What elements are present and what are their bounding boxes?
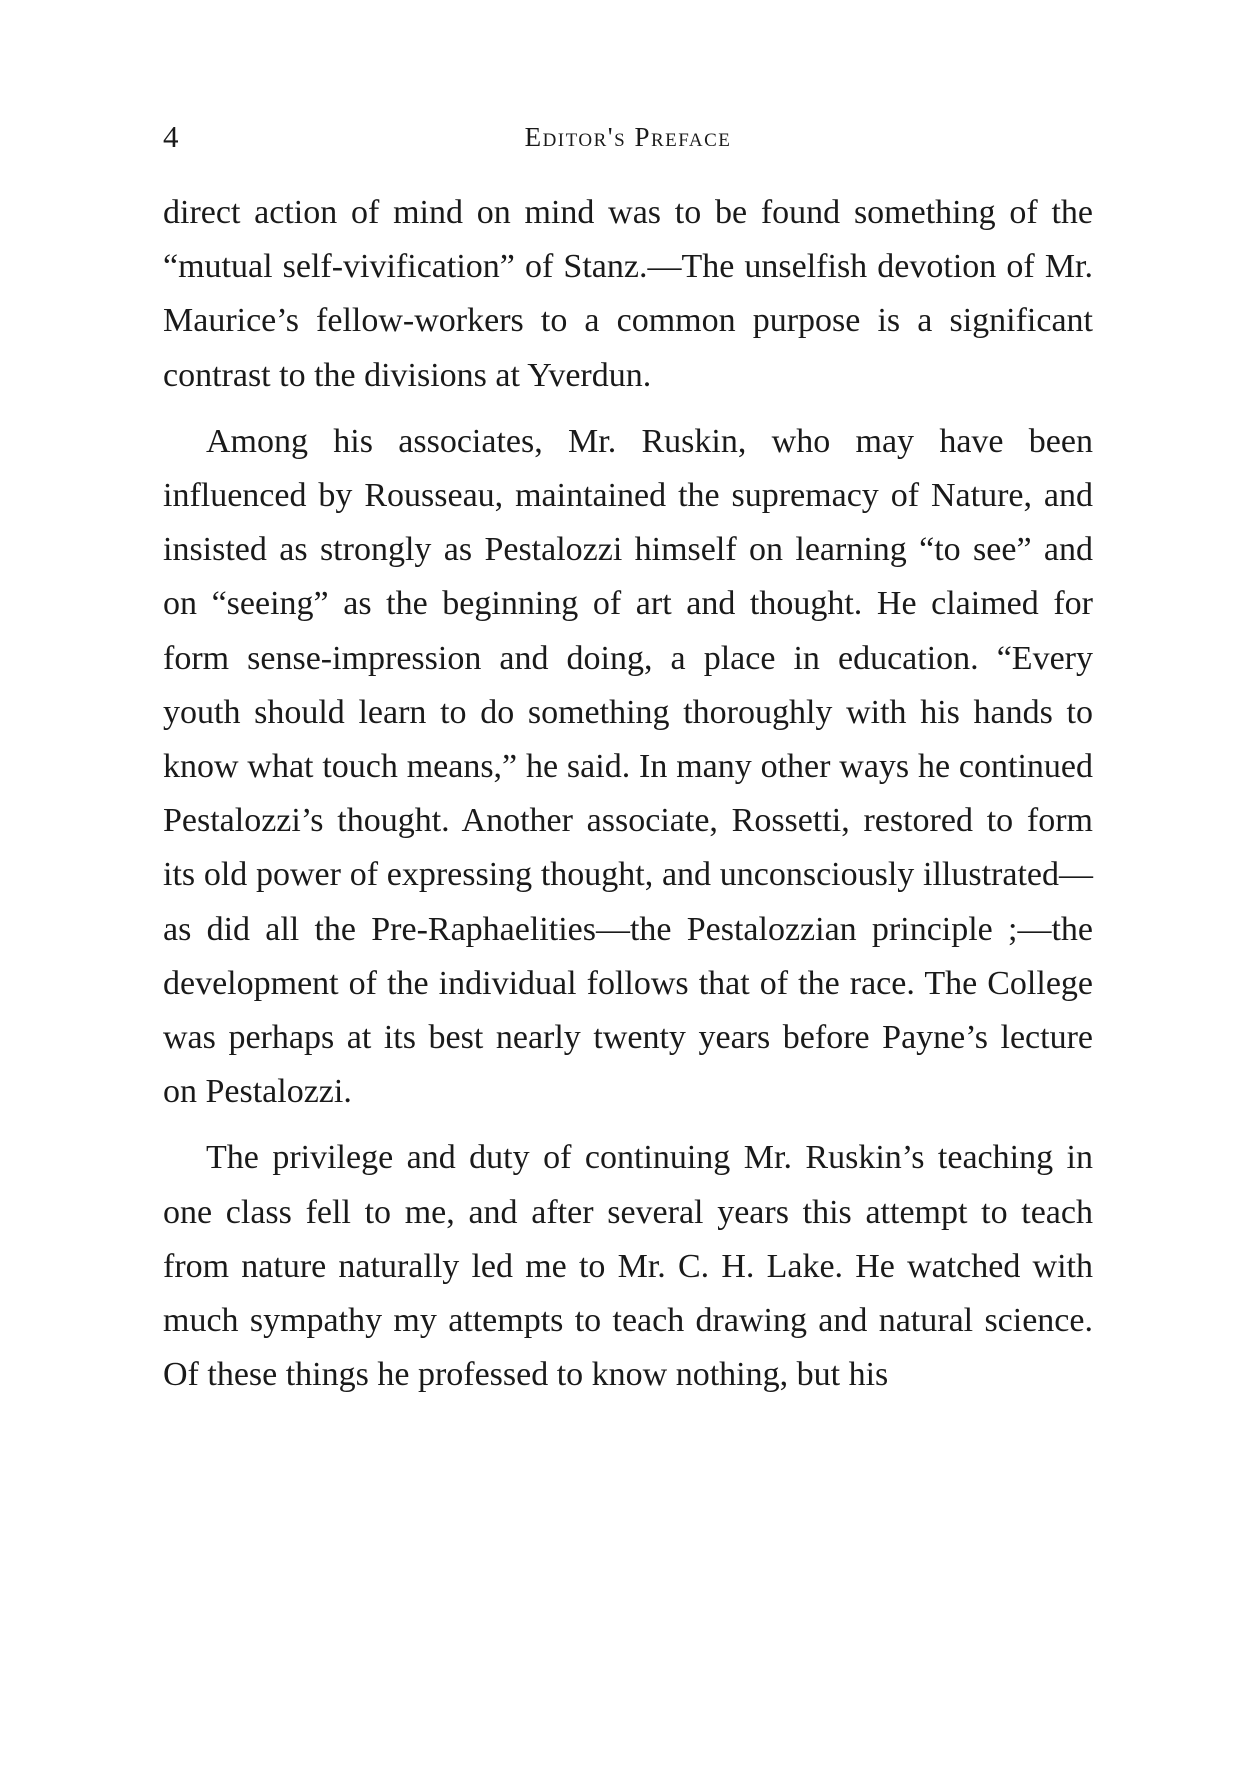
paragraph-continuation: direct action of mind on mind was to be found something of the “mutual self-vivification” of Stanz.—The unselfish devotion of Mr. Maurice’s fellow-workers to a common purpose is a significant contrast to the divisions at Yverdun. — [163, 194, 1093, 394]
page-header — [163, 112, 1093, 162]
paragraph-ruskin-associates: Among his associates, Mr. Ruskin, who may have been influenced by Rousseau, maintained the supremacy of Nature, and insisted as strongly as Pestalozzi himself on learning “to see” and on “seeing” as the beginning of art and thought. He claimed for form sense-impression and doing, a place in education. “Every youth should learn to do something thoroughly with his hands to know what touch means,” he said. In many other ways he continued Pestalozzi’s thought. Another associate, Rossetti, restored to form its old power of expressing thought, and unconsciously illustrated—as did all the Pre-Raphaelities—the Pestalozzian principle ;—the development of the individual follows that of the race. The College was perhaps at its best nearly twenty years before Payne’s lecture on Pestalozzi. — [163, 422, 1093, 1111]
paragraph-privilege-and-duty: The privilege and duty of continuing Mr. Ruskin’s teaching in one class fell to me, and after several years this attempt to teach from nature naturally led me to Mr. C. H. Lake. He watched with much sympathy my attempts to teach drawing and natural science. Of these things he professed to know nothing, but his — [163, 1139, 1093, 1394]
body-text — [163, 186, 1093, 1414]
page-number: 4 — [163, 119, 179, 154]
running-head: Editor's Preface — [524, 122, 732, 152]
